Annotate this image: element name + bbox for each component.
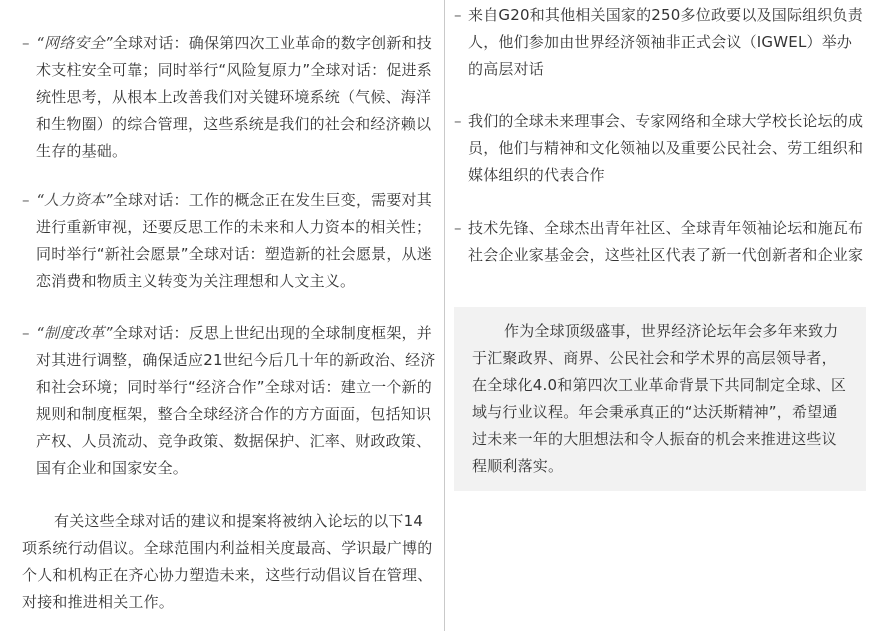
closing-paragraph: 有关这些全球对话的建议和提案将被纳入论坛的以下14项系统行动倡议。全球范围内利益相关度最高、学识最广博的个人和机构正在齐心协力塑造未来，这些行动倡议旨在管理、对接和推进相关工作。: [22, 512, 433, 611]
list-dash: –: [454, 219, 462, 237]
list-item-body: 全球对话：反思上世纪出现的全球制度框架，并对其进行调整，确保适应21世纪今后几十年的新政治、经济和社会环境；同时举行“经济合作”全球对话：建立一个新的规则和制度框架，整合全球经济合作的方方面面，包括知识产权、人员流动、竞争政策、数据保护、汇率、财政政策、国有企业和国家安全。: [36, 324, 436, 477]
highlight-text: 作为全球顶级盛事，世界经济论坛年会多年来致力于汇聚政界、商界、公民社会和学术界的高层领导者，在全球化4.0和第四次工业革命背景下共同制定全球、区域与行业议程。年会秉承真正的“达沃斯精神”，希望通过未来一年的大胆想法和令人振奋的机会来推进这些议程顺利落实。: [472, 322, 847, 475]
list-item-text: [36, 320, 438, 482]
list-item: [454, 215, 866, 269]
column-divider: [444, 0, 445, 631]
list-item-body: 全球对话：工作的概念正在发生巨变，需要对其进行重新审视，还要反思工作的未来和人力资本的相关性；同时举行“新社会愿景”全球对话：塑造新的社会愿景，从迷恋消费和物质主义转变为关注理想和人文主义。: [36, 191, 432, 290]
list-item: [22, 187, 438, 295]
list-item-text: 技术先锋、全球杰出青年社区、全球青年领袖论坛和施瓦布社会企业家基金会，这些社区代表了新一代创新者和企业家: [468, 219, 864, 264]
list-dash: –: [454, 112, 462, 130]
list-dash: –: [22, 34, 30, 52]
list-item-body: 全球对话：确保第四次工业革命的数字创新和技术支柱安全可靠；同时举行“风险复原力”全球对话：促进系统性思考，从根本上改善我们对关键环境系统（气候、海洋和生物圈）的综合管理，这些系统是我们的社会和经济赖以生存的基础。: [36, 34, 432, 160]
list-item: [454, 108, 866, 189]
list-item: [22, 320, 438, 482]
list-item-text: 来自G20和其他相关国家的250多位政要以及国际组织负责人，他们参加由世界经济领袖非正式会议（IGWEL）举办的高层对话: [468, 6, 863, 78]
list-item-text: [36, 187, 438, 295]
list-item-topic: “制度改革”: [36, 324, 113, 342]
list-item: [454, 2, 866, 83]
list-item-topic: “网络安全”: [36, 34, 113, 52]
list-dash: –: [454, 6, 462, 24]
list-dash: –: [22, 324, 30, 342]
list-item-text: [36, 30, 438, 165]
list-item-topic: “人力资本”: [36, 191, 113, 209]
list-dash: –: [22, 191, 30, 209]
list-item-text: 我们的全球未来理事会、专家网络和全球大学校长论坛的成员，他们与精神和文化领袖以及重要公民社会、劳工组织和媒体组织的代表合作: [468, 112, 864, 184]
list-item: [22, 30, 438, 165]
highlight-box: [454, 307, 866, 491]
